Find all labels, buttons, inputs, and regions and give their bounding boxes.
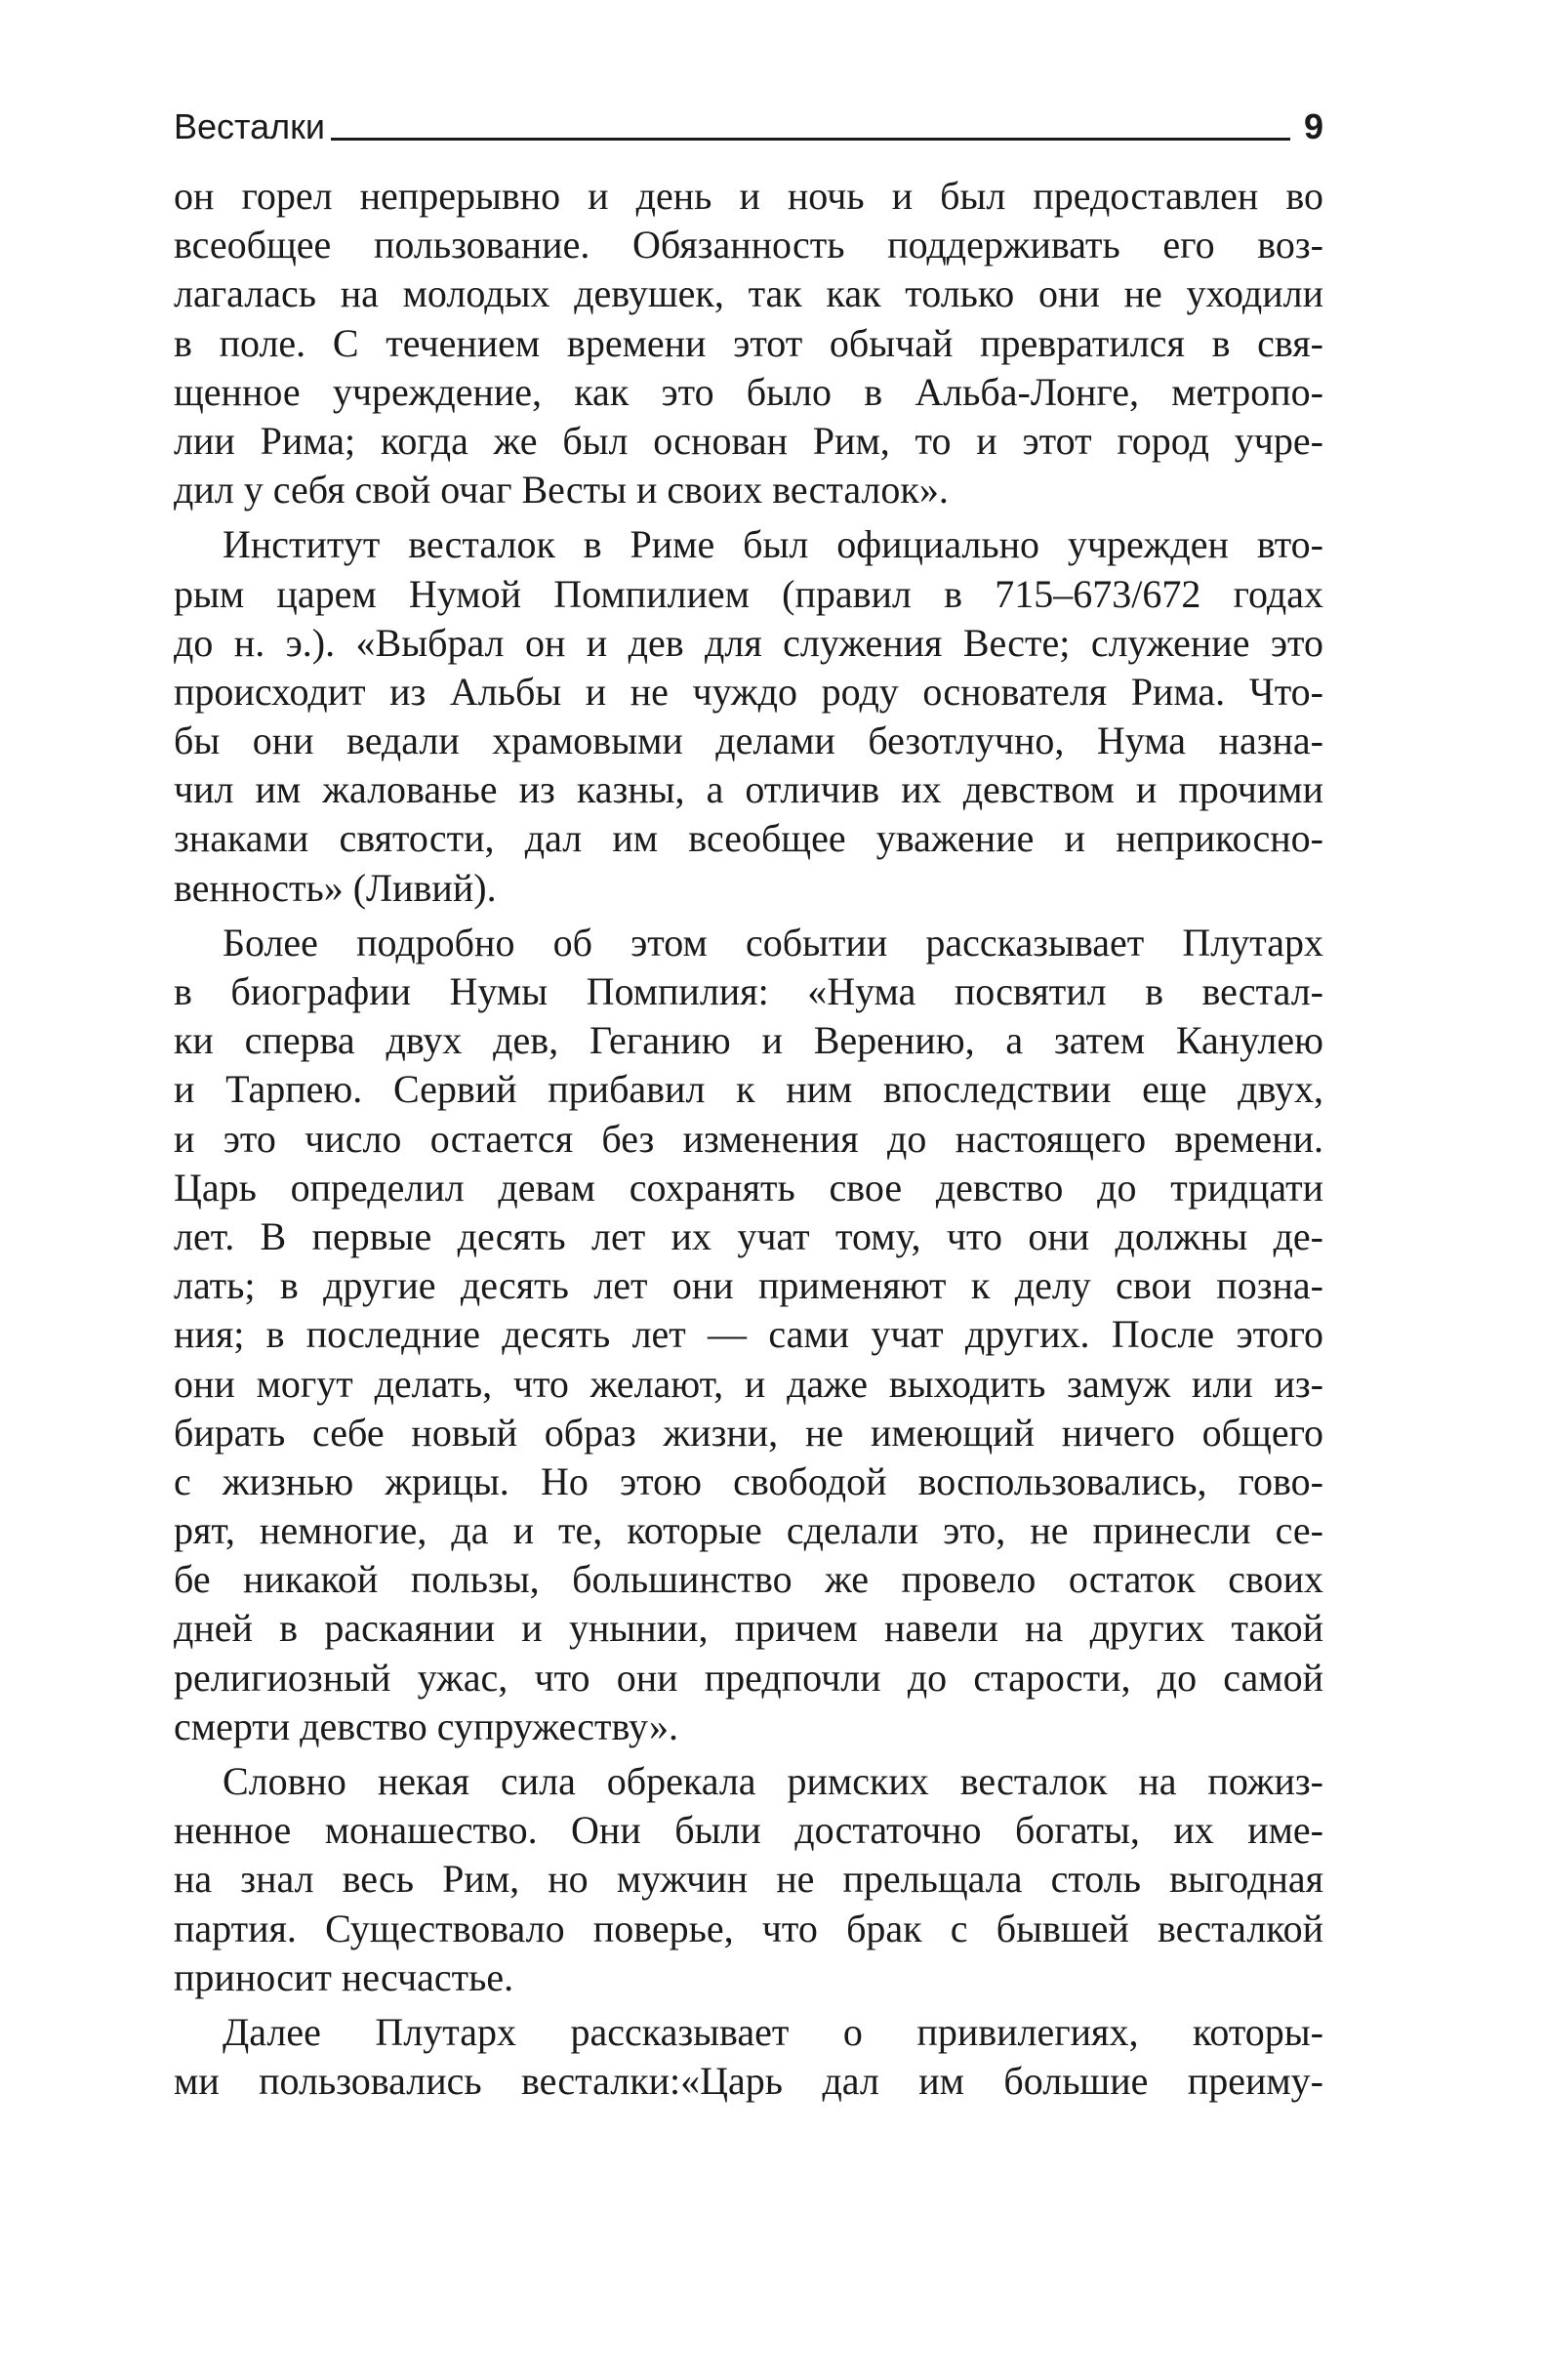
text-line: бирать себе новый образ жизни, не имеющий ничего общего — [174, 1410, 1323, 1455]
text-line: венность» (Ливий). — [174, 865, 497, 910]
paragraph — [174, 919, 1323, 1751]
text-line: рят, немногие, да и те, которые сделали это, не принесли се- — [174, 1508, 1323, 1553]
text-line: религиозный ужас, что они предпочли до старости, до самой — [174, 1655, 1323, 1700]
text-line: и это число остается без изменения до настоящего времени. — [174, 1116, 1323, 1161]
text-line: бы они ведали храмовыми делами безотлучно, Нума назна- — [174, 718, 1323, 763]
text-line: лии Рима; когда же был основан Рим, то и этот город учре- — [174, 418, 1323, 463]
text-line: Царь определил девам сохранять свое девство до тридцати — [174, 1165, 1323, 1210]
text-line: партия. Существовало поверье, что брак с бывшей весталкой — [174, 1906, 1323, 1950]
text-line: ния; в последние десять лет — сами учат других. После этого — [174, 1312, 1323, 1357]
text-line: в биографии Нумы Помпилия: «Нума посвятил в вестал- — [174, 969, 1323, 1013]
text-line: Словно некая сила обрекала римских весталок на пожиз- — [223, 1759, 1323, 1803]
body-text — [174, 172, 1323, 2112]
text-line: дил у себя свой очаг Весты и своих весталок». — [174, 468, 949, 513]
text-line: он горел непрерывно и день и ночь и был предоставлен во — [174, 174, 1323, 218]
paragraph — [174, 520, 1323, 913]
paragraph — [174, 1757, 1323, 2002]
text-line: смерти девство супружеству». — [174, 1703, 678, 1748]
running-title: Весталки — [174, 106, 326, 146]
page-number: 9 — [1303, 106, 1323, 146]
text-line: и Тарпею. Сервий прибавил к ним впоследствии еще двух, — [174, 1067, 1323, 1112]
text-line: приносит несчастье. — [174, 1954, 514, 1999]
text-line: до н. э.). «Выбрал он и дев для служения Весте; служение это — [174, 620, 1323, 665]
running-head — [174, 96, 1323, 144]
text-line: происходит из Альбы и не чуждо роду основателя Рима. Что- — [174, 669, 1323, 714]
text-line: Более подробно об этом событии рассказывает Плутарх — [223, 920, 1323, 964]
text-line: ми пользовались весталки:«Царь дал им большие преиму- — [174, 2059, 1323, 2104]
text-line: лет. В первые десять лет их учат тому, что они должны де- — [174, 1213, 1323, 1258]
text-line: знаками святости, дал им всеобщее уважение и неприкосно- — [174, 816, 1323, 861]
text-line: лагалась на молодых девушек, так как только они не уходили — [174, 271, 1323, 316]
text-line: лать; в другие десять лет они применяют к делу свои позна- — [174, 1263, 1323, 1308]
text-line: щенное учреждение, как это было в Альба-Лонге, метропо- — [174, 369, 1323, 414]
text-line: Институт весталок в Риме был официально учрежден вто- — [223, 522, 1323, 567]
text-line: ки сперва двух дев, Геганию и Верению, а затем Канулею — [174, 1018, 1323, 1063]
text-line: бе никакой пользы, большинство же провело остаток своих — [174, 1557, 1323, 1602]
text-line: с жизнью жрицы. Но этою свободой воспользовались, гово- — [174, 1458, 1323, 1503]
text-line: рым царем Нумой Помпилием (правил в 715–673/672 годах — [174, 571, 1323, 616]
text-line: они могут делать, что желают, и даже выходить замуж или из- — [174, 1361, 1323, 1406]
paragraph — [174, 172, 1323, 514]
text-line: всеобщее пользование. Обязанность поддерживать его воз- — [174, 223, 1323, 267]
text-line: Далее Плутарх рассказывает о привилегиях, которы- — [223, 2009, 1323, 2054]
text-line: дней в раскаянии и унынии, причем навели на других такой — [174, 1606, 1323, 1651]
text-line: в поле. С течением времени этот обычай превратился в свя- — [174, 320, 1323, 365]
text-line: ненное монашество. Они были достаточно богаты, их име- — [174, 1808, 1323, 1853]
header-rule — [331, 138, 1290, 141]
text-line: чил им жалованье из казны, а отличив их девством и прочими — [174, 767, 1323, 812]
paragraph — [174, 2008, 1323, 2106]
text-line: на знал весь Рим, но мужчин не прельщала столь выгодная — [174, 1857, 1323, 1902]
